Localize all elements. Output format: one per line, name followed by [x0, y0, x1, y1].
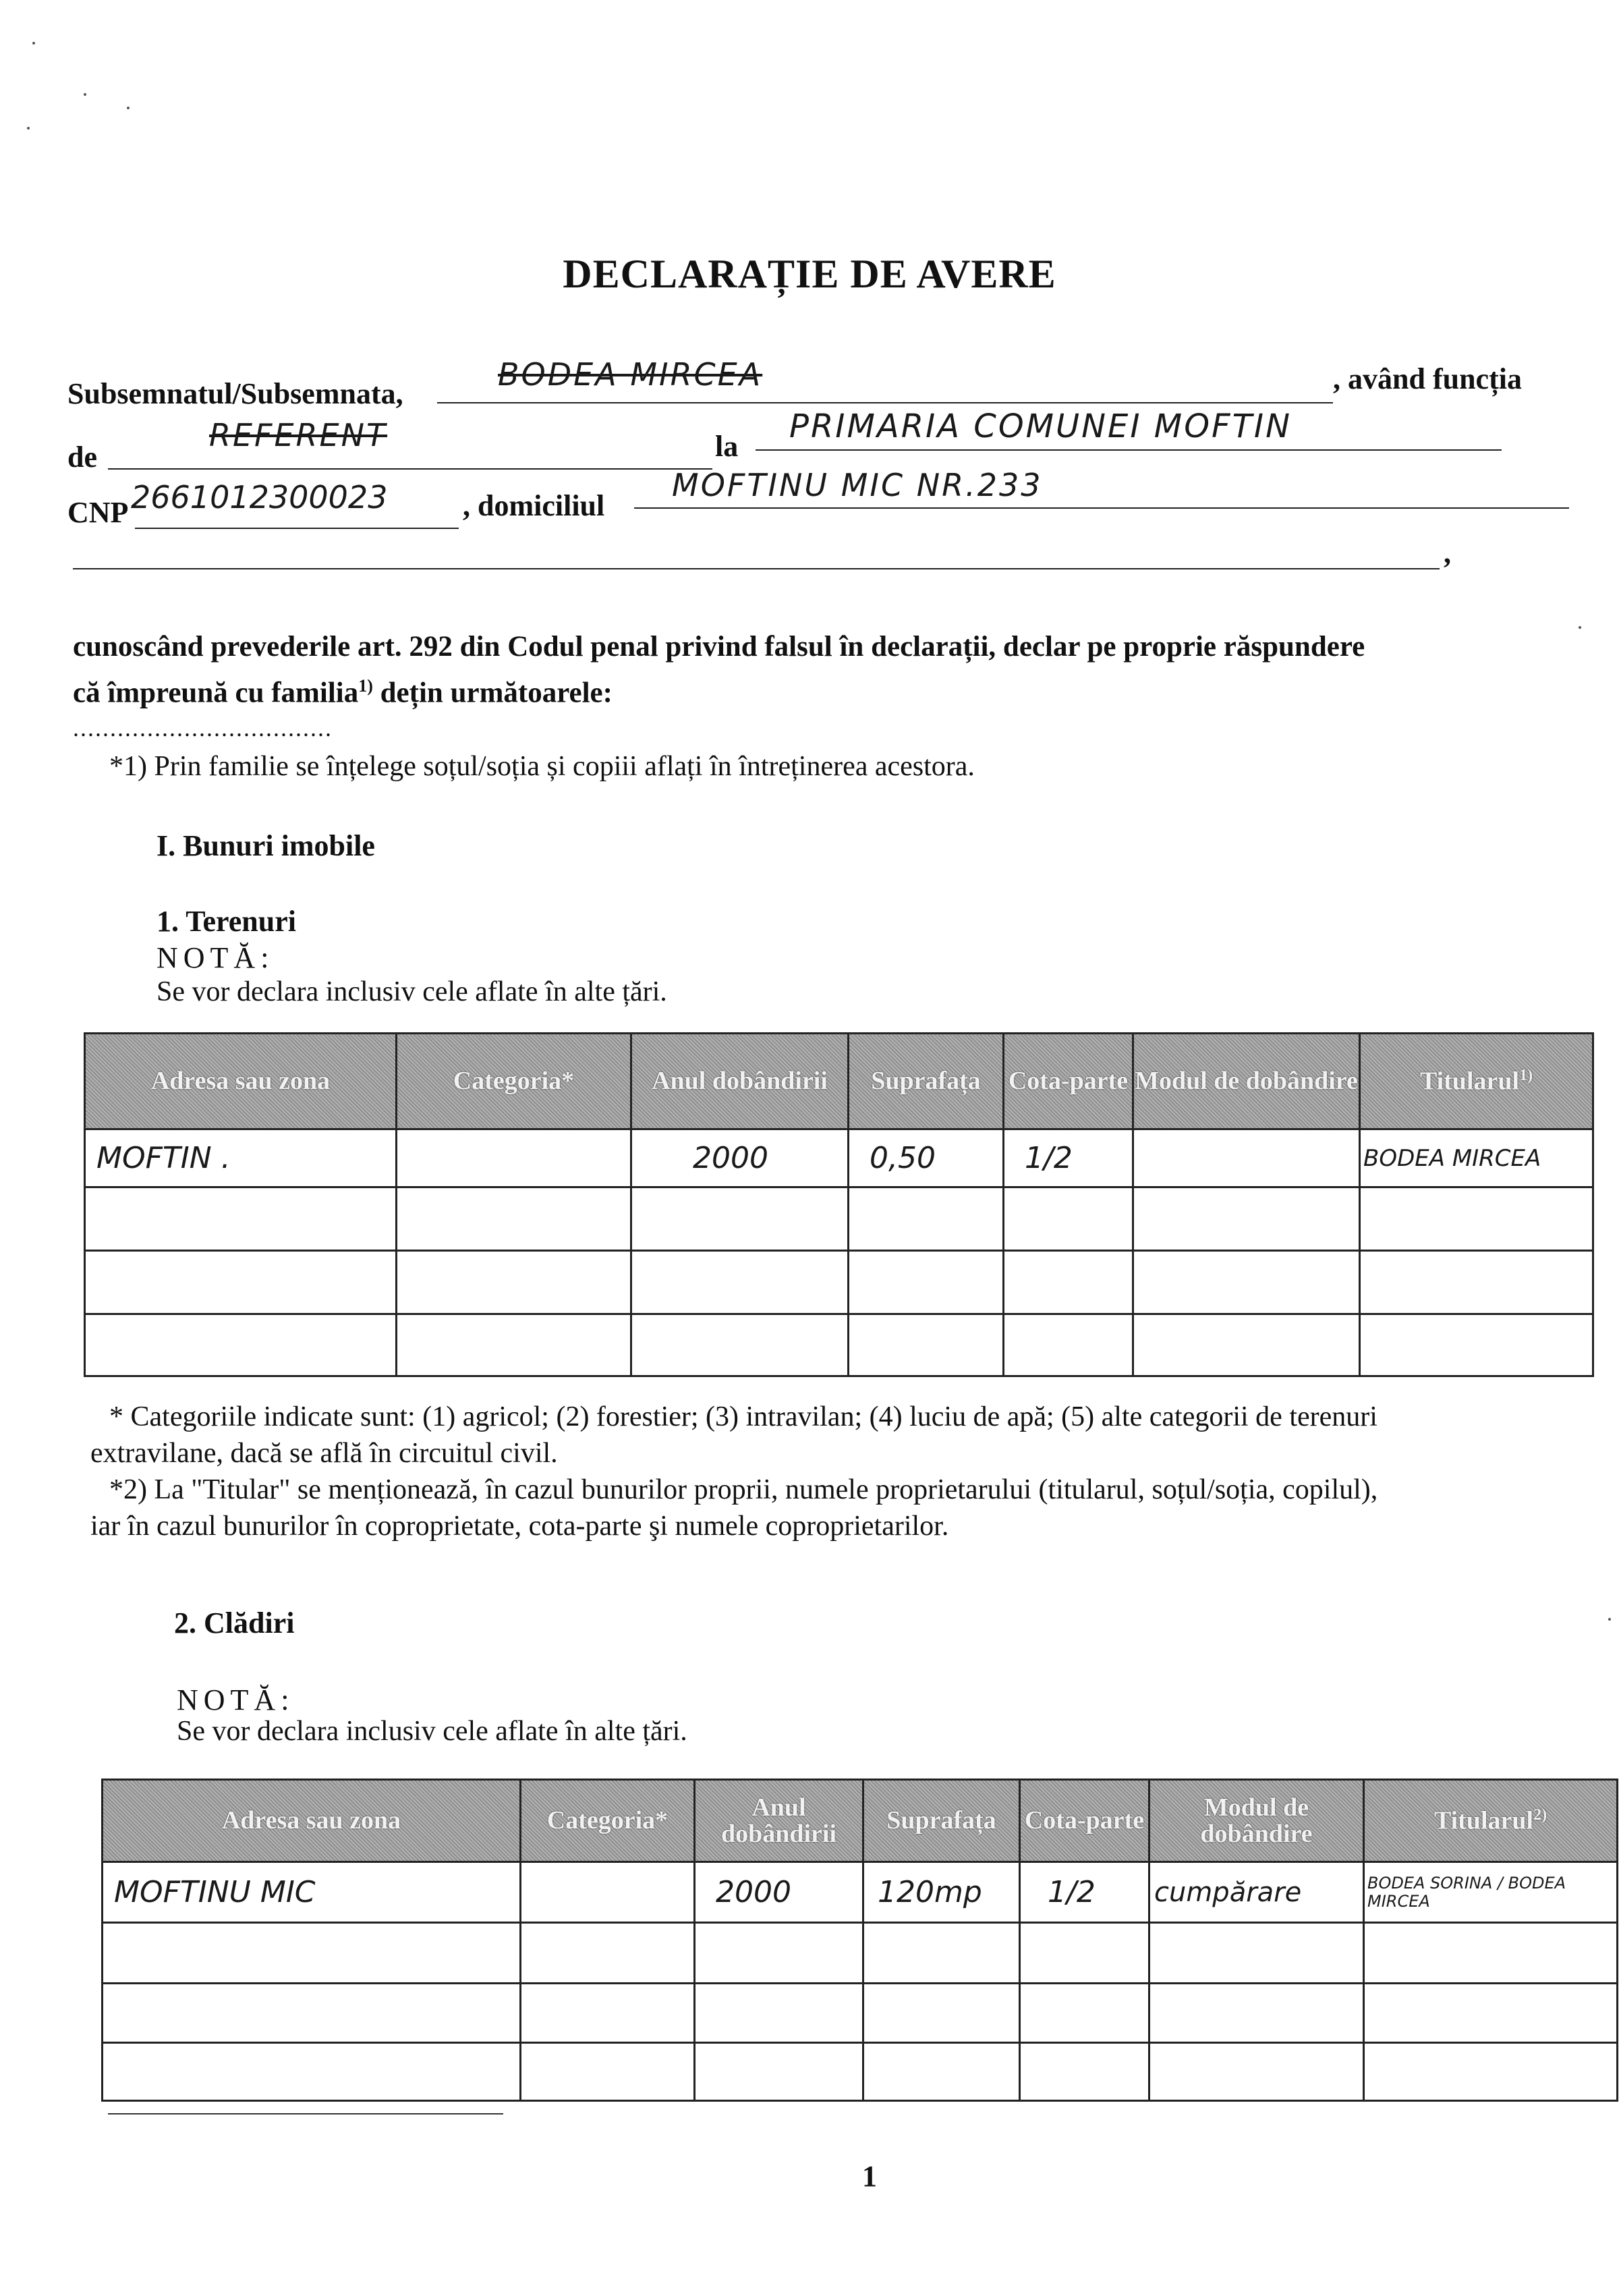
th-modul: Modul de dobândire	[1149, 1780, 1364, 1862]
cell-adresa: MOFTIN .	[96, 1141, 231, 1175]
la-label: la	[715, 430, 739, 463]
subsemnatul-label: Subsemnatul/Subsemnata,	[67, 377, 403, 410]
cell-cota: 1/2	[1025, 1141, 1073, 1175]
scan-speck	[1608, 1618, 1611, 1621]
table-cell	[1360, 1187, 1593, 1251]
table-cell	[103, 1984, 521, 2043]
table-row	[85, 1251, 1593, 1314]
th-titularul	[1360, 1034, 1593, 1129]
table-cell	[849, 1129, 1004, 1187]
terenuri-header-row	[85, 1034, 1593, 1129]
table-cell	[521, 1862, 695, 1923]
table-cell	[695, 1984, 863, 2043]
table-cell	[1364, 2043, 1618, 2101]
table-row	[85, 1314, 1593, 1376]
table-row	[103, 1862, 1618, 1923]
table-cell	[1004, 1251, 1133, 1314]
table-cell	[1364, 1862, 1618, 1923]
table-cell	[849, 1251, 1004, 1314]
table-cell	[1020, 1984, 1149, 2043]
scan-speck	[27, 127, 30, 130]
table-cell	[1364, 1923, 1618, 1984]
scan-speck	[127, 107, 130, 109]
th-titularul-text: Titularul	[1433, 1806, 1534, 1835]
table-cell	[1133, 1187, 1360, 1251]
cell-titular: BODEA MIRCEA	[1363, 1144, 1541, 1172]
th-anul: Anul dobândirii	[695, 1780, 863, 1862]
categorii-note-line-1: * Categoriile indicate sunt: (1) agricol; (2) forestier; (3) intravilan; (4) luciu de apă; (5) alte categorii de terenuri	[109, 1401, 1377, 1432]
table-cell	[631, 1187, 849, 1251]
th-cota: Cota-parte	[1020, 1780, 1149, 1862]
table-cell	[631, 1129, 849, 1187]
table-cell	[1020, 1923, 1149, 1984]
categorii-note-line-2: extravilane, dacă se află în circuitul civil.	[90, 1438, 558, 1469]
page-number: 1	[862, 2160, 877, 2193]
table-row	[103, 1923, 1618, 1984]
intro-footnote-marker: 1)	[358, 676, 373, 696]
table-cell	[863, 1923, 1020, 1984]
de-label: de	[67, 441, 97, 474]
cell-suprafata: 120mp	[878, 1875, 982, 1909]
table-cell	[397, 1129, 631, 1187]
domiciliul-underline	[634, 507, 1569, 509]
cladiri-nota-text: Se vor declara inclusiv cele aflate în alte țări.	[177, 1716, 687, 1747]
table-cell	[103, 2043, 521, 2101]
cnp-label: CNP	[67, 496, 129, 529]
th-cota: Cota-parte	[1004, 1034, 1133, 1129]
table-row	[85, 1129, 1593, 1187]
terenuri-table	[84, 1032, 1594, 1377]
titular-note-line-2: iar în cazul bunurilor în coproprietate, cota-parte şi numele coproprietarilor.	[90, 1511, 949, 1542]
cnp-value: 2661012300023	[131, 479, 388, 515]
subsemnatul-value: BODEA MIRCEA	[498, 356, 763, 393]
address-end-comma: ,	[1444, 536, 1451, 569]
cell-anul: 2000	[716, 1875, 791, 1909]
table-cell	[849, 1314, 1004, 1376]
th-categoria: Categoria*	[521, 1780, 695, 1862]
section-1-title: I. Bunuri imobile	[157, 829, 375, 862]
extra-address-underline	[73, 568, 1440, 569]
intro-line-2-b: dețin următoarele:	[372, 677, 613, 709]
table-cell	[631, 1251, 849, 1314]
table-cell	[1360, 1314, 1593, 1376]
table-cell	[1133, 1314, 1360, 1376]
th-modul: Modul de dobândire	[1133, 1034, 1360, 1129]
avand-functia-label: , având funcția	[1333, 362, 1522, 395]
table-cell	[1149, 2043, 1364, 2101]
table-cell	[1133, 1129, 1360, 1187]
table-cell	[1020, 1862, 1149, 1923]
table-cell	[521, 2043, 695, 2101]
table-cell	[1004, 1314, 1133, 1376]
table-row	[85, 1187, 1593, 1251]
th-anul: Anul dobândirii	[631, 1034, 849, 1129]
intro-line-2-a: că împreună cu familia	[73, 677, 359, 709]
table-cell	[1360, 1251, 1593, 1314]
terenuri-nota-title: NOTĂ:	[157, 941, 275, 974]
table-cell	[695, 1923, 863, 1984]
th-categoria: Categoria*	[397, 1034, 631, 1129]
footnote-separator	[108, 2113, 503, 2115]
th-titularul-text: Titularul	[1419, 1067, 1520, 1096]
table-cell	[1149, 1862, 1364, 1923]
table-cell	[1004, 1129, 1133, 1187]
table-cell	[849, 1187, 1004, 1251]
document-title: DECLARAȚIE DE AVERE	[563, 252, 1056, 296]
table-cell	[1133, 1251, 1360, 1314]
table-cell	[863, 1984, 1020, 2043]
table-cell	[397, 1314, 631, 1376]
cell-titular: BODEA SORINA / BODEA MIRCEA	[1367, 1874, 1566, 1911]
cladiri-header-row	[103, 1780, 1618, 1862]
th-adresa: Adresa sau zona	[85, 1034, 397, 1129]
table-cell	[1360, 1129, 1593, 1187]
table-cell	[103, 1862, 521, 1923]
subsemnatul-underline	[437, 402, 1333, 403]
cell-anul: 2000	[693, 1141, 768, 1175]
table-row	[103, 2043, 1618, 2101]
table-cell	[1004, 1187, 1133, 1251]
table-cell	[521, 1923, 695, 1984]
cladiri-table	[101, 1779, 1618, 2102]
table-cell	[521, 1984, 695, 2043]
cell-modul: cumpărare	[1154, 1876, 1302, 1908]
intro-dots: ...................................	[73, 715, 333, 741]
table-cell	[1364, 1984, 1618, 2043]
cell-adresa: MOFTINU MIC	[114, 1875, 316, 1909]
table-cell	[1149, 1923, 1364, 1984]
cnp-underline	[135, 528, 459, 529]
domiciliul-label: , domiciliul	[463, 489, 605, 522]
la-underline	[756, 449, 1502, 451]
th-suprafata: Suprafața	[863, 1780, 1020, 1862]
titular-note-line-1: *2) La "Titular" se menționează, în cazul bunurilor proprii, numele proprietarului (titularul, soțul/soția, copilul),	[109, 1474, 1378, 1505]
th-suprafata: Suprafața	[849, 1034, 1004, 1129]
scan-speck	[84, 93, 86, 96]
table-cell	[695, 1862, 863, 1923]
cell-suprafata: 0,50	[870, 1141, 936, 1175]
th-titularul	[1364, 1780, 1618, 1862]
domiciliul-value: MOFTINU MIC NR.233	[672, 467, 1043, 503]
cladiri-nota-title: NOTĂ:	[177, 1683, 295, 1716]
table-cell	[1020, 2043, 1149, 2101]
th-titularul-sup: 1)	[1519, 1067, 1533, 1085]
table-cell	[631, 1314, 849, 1376]
th-adresa: Adresa sau zona	[103, 1780, 521, 1862]
table-cell	[863, 1862, 1020, 1923]
table-cell	[863, 2043, 1020, 2101]
intro-footnote: *1) Prin familie se înțelege soțul/soția și copiii aflați în întreținerea acestora.	[109, 751, 975, 782]
table-cell	[85, 1314, 397, 1376]
table-cell	[397, 1187, 631, 1251]
table-cell	[85, 1187, 397, 1251]
scan-speck	[1579, 626, 1581, 629]
table-cell	[103, 1923, 521, 1984]
functia-underline	[108, 468, 712, 470]
table-cell	[1149, 1984, 1364, 2043]
functia-value: REFERENT	[209, 417, 388, 453]
terenuri-title: 1. Terenuri	[157, 905, 297, 938]
cell-cota: 1/2	[1048, 1875, 1096, 1909]
table-cell	[695, 2043, 863, 2101]
scan-speck	[32, 42, 35, 45]
cladiri-title: 2. Clădiri	[174, 1606, 295, 1640]
intro-line-1: cunoscând prevederile art. 292 din Codul penal privind falsul în declarații, declar pe proprie răspundere	[73, 631, 1365, 663]
terenuri-nota-text: Se vor declara inclusiv cele aflate în alte țări.	[157, 976, 667, 1007]
table-row	[103, 1984, 1618, 2043]
la-value: PRIMARIA COMUNEI MOFTIN	[789, 408, 1292, 445]
table-cell	[85, 1129, 397, 1187]
th-titularul-sup: 2)	[1533, 1806, 1547, 1824]
intro-line-2	[73, 676, 613, 709]
table-cell	[397, 1251, 631, 1314]
table-cell	[85, 1251, 397, 1314]
